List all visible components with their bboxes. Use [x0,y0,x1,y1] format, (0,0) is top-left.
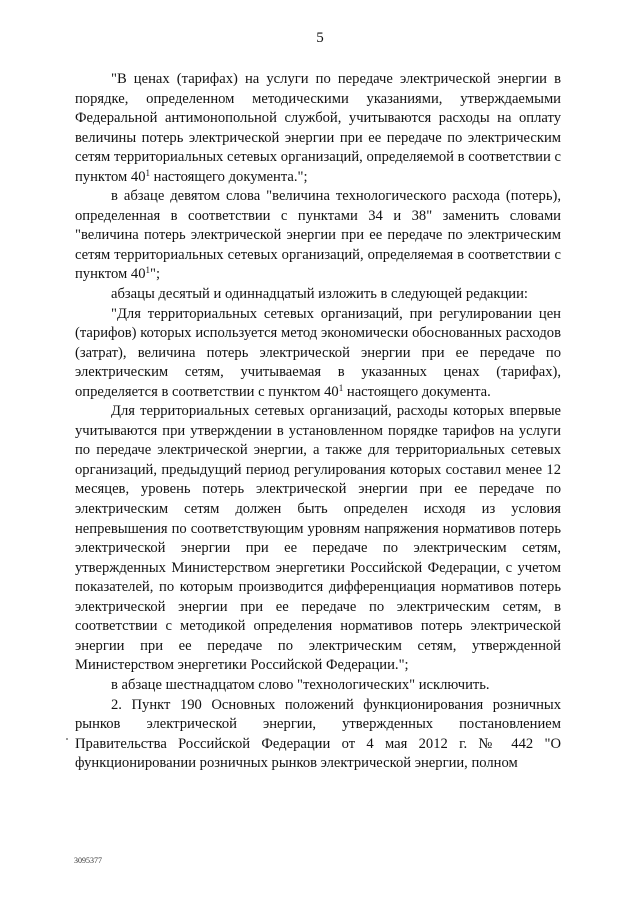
paragraph-text: настоящего документа. [343,383,491,400]
paragraph [75,402,561,676]
superscript: 1 [338,382,344,393]
paragraph-text: в абзаце девятом слова "величина технологического расхода (потерь), определенная в соответствии с пунктами 34 и 38" заменить словами "величина потерь электрической энергии при ее передаче по электрическим сетям территориальных сетевых организаций, определяемая в соответствии с пунктом 40 [75,188,561,283]
margin-mark [66,738,68,740]
paragraph [75,70,561,187]
paragraph [75,676,561,696]
superscript: 1 [145,265,150,276]
document-code: 3095377 [74,856,102,865]
paragraph [75,696,561,774]
document-body [75,70,561,774]
paragraph-text: в абзаце шестнадцатом слово "технологических" исключить. [111,676,490,693]
paragraph-text: 2. Пункт 190 Основных положений функционирования розничных рынков электрической энергии, утвержденных постановлением Правительства Российской Федерации от 4 мая 2012 г. № 442 "О функционировании розничных рынков электрической энергии, полном [75,696,561,772]
paragraph-text: настоящего документа."; [150,168,308,185]
paragraph [75,305,561,403]
paragraph [75,285,561,305]
paragraph-text: Для территориальных сетевых организаций, расходы которых впервые учитываются при утверждении в установленном порядке тарифов на услуги по передаче электрической энергии, а также для территориальных сетевых организаций, предыдущий период регулирования которых составил менее 12 месяцев, уровень потерь электрической энергии при ее передаче по электрическим сетям должен быть определен исходя из условия непревышения по соответствующим уровням напряжения нормативов потерь электрической энергии при ее передаче по электрическим сетям, утвержденных Министерством энергетики Российской Федерации, с учетом показателей, по которым производится дифференциация нормативов потерь электрической энергии при ее передаче по электрическим сетям, в соответствии с методикой определения нормативов потерь электрической энергии при ее передаче по электрическим сетям, утвержденной Министерством энергетики Российской Федерации."; [75,403,561,674]
paragraph-text: абзацы десятый и одиннадцатый изложить в следующей редакции: [111,286,528,303]
paragraph-text: "В ценах (тарифах) на услуги по передаче электрической энергии в порядке, определенном методическими указаниями, утверждаемыми Федеральной антимонопольной службой, учитываются расходы на оплату величины потерь электрической энергии при ее передаче по электрическим сетям территориальных сетевых организаций, определяемой в соответствии с пунктом 40 [75,71,561,185]
paragraph-text: "Для территориальных сетевых организаций, при регулировании цен (тарифов) которых используется метод экономически обоснованных расходов (затрат), величина потерь электрической энергии при ее передаче по электрическим сетям, учитываемая в указанных ценах (тарифах), определяется в соответствии с пунктом 40 [75,305,561,400]
paragraph-text: "; [150,266,161,283]
page-number: 5 [316,30,324,46]
superscript: 1 [145,167,150,178]
paragraph [75,187,561,285]
